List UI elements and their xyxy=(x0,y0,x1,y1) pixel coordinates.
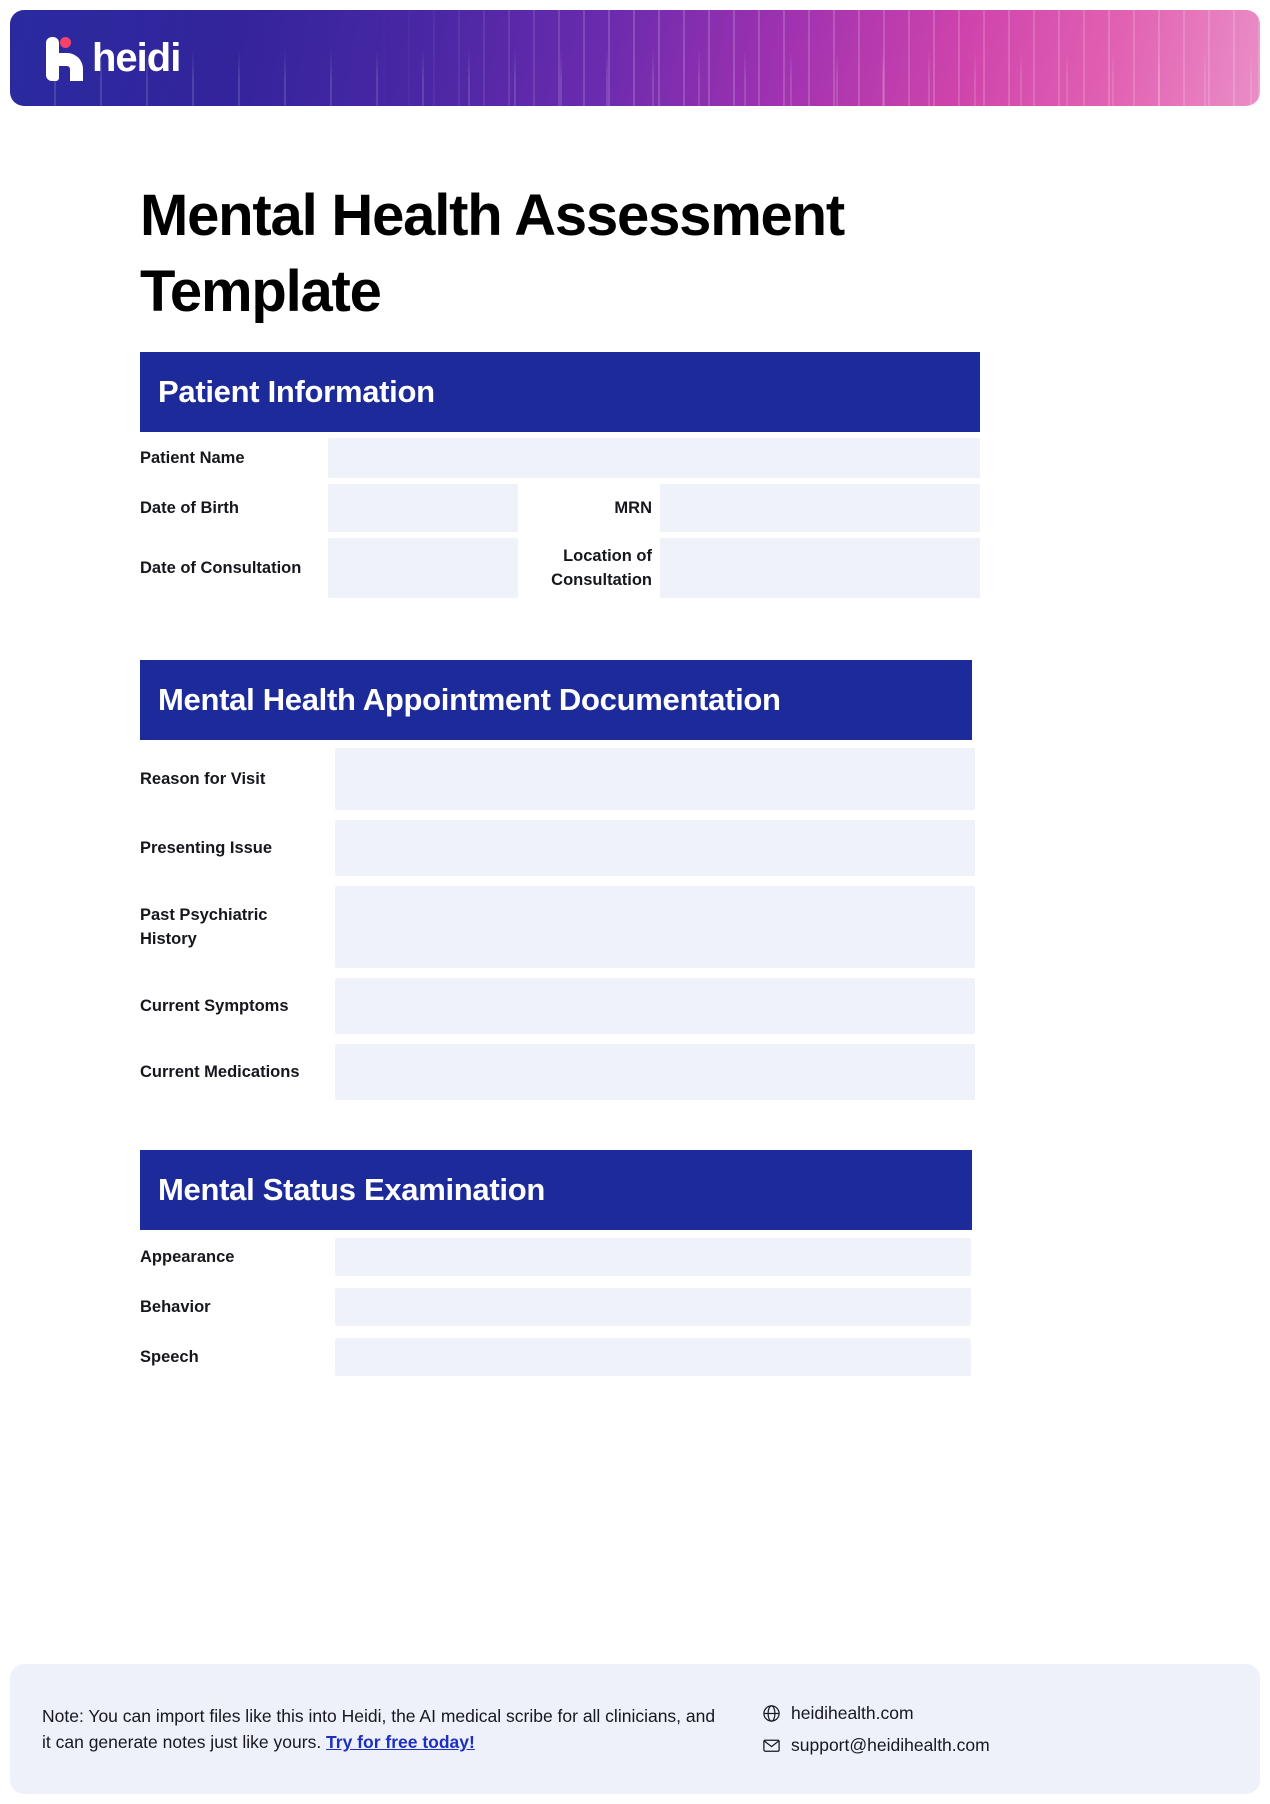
row-appearance xyxy=(140,1238,985,1276)
globe-icon xyxy=(762,1704,781,1723)
page-title: Mental Health Assessment Template xyxy=(140,183,844,324)
try-for-free-link[interactable]: Try for free today! xyxy=(326,1732,475,1752)
row-current-symptoms xyxy=(140,978,985,1034)
label-presenting-issue: Presenting Issue xyxy=(140,839,273,857)
label-mrn: MRN xyxy=(614,499,652,517)
field-appearance[interactable] xyxy=(335,1238,971,1276)
field-reason-for-visit[interactable] xyxy=(335,748,975,810)
field-past-psychiatric-history[interactable] xyxy=(335,886,975,968)
footer xyxy=(10,1664,1260,1794)
section-appointment-documentation xyxy=(140,660,985,1100)
field-mrn[interactable] xyxy=(660,484,980,532)
contact-email[interactable] xyxy=(762,1734,990,1756)
heidi-logo-text: heidi xyxy=(92,36,181,80)
field-speech[interactable] xyxy=(335,1338,971,1376)
label-speech: Speech xyxy=(140,1348,199,1366)
section-header-patient-information: Patient Information xyxy=(140,352,980,432)
form-content xyxy=(140,352,985,1388)
heidi-logomark-icon xyxy=(44,35,90,81)
field-presenting-issue[interactable] xyxy=(335,820,975,876)
label-past-psychiatric-history: Past Psychiatric History xyxy=(140,906,268,948)
label-date-of-consultation: Date of Consultation xyxy=(140,559,302,577)
label-reason-for-visit: Reason for Visit xyxy=(140,770,266,788)
row-consultation xyxy=(140,538,985,598)
label-location-of-consultation: Location of Consultation xyxy=(551,547,652,589)
envelope-icon xyxy=(762,1736,781,1755)
field-patient-name[interactable] xyxy=(328,438,980,478)
footer-contact xyxy=(762,1702,990,1756)
heidi-logo xyxy=(44,35,180,81)
row-past-psychiatric-history xyxy=(140,886,985,968)
field-date-of-birth[interactable] xyxy=(328,484,518,532)
banner-stripe-pattern-secondary xyxy=(10,10,1260,106)
mental-status-examination-rows xyxy=(140,1230,985,1376)
row-date-of-birth-mrn xyxy=(140,484,985,532)
field-current-symptoms[interactable] xyxy=(335,978,975,1034)
label-behavior: Behavior xyxy=(140,1298,211,1316)
field-current-medications[interactable] xyxy=(335,1044,975,1100)
label-appearance: Appearance xyxy=(140,1248,235,1266)
row-patient-name xyxy=(140,438,985,478)
contact-website[interactable] xyxy=(762,1702,990,1724)
section-header-mental-status-examination: Mental Status Examination xyxy=(140,1150,972,1230)
footer-note xyxy=(42,1703,722,1755)
label-patient-name: Patient Name xyxy=(140,449,245,467)
field-location-of-consultation[interactable] xyxy=(660,538,980,598)
appointment-documentation-rows xyxy=(140,740,985,1100)
section-spacer-2 xyxy=(140,1110,985,1150)
row-reason-for-visit xyxy=(140,748,985,810)
email-text: support@heidihealth.com xyxy=(791,1735,990,1755)
field-behavior[interactable] xyxy=(335,1288,971,1326)
patient-information-rows xyxy=(140,432,985,598)
section-mental-status-examination xyxy=(140,1150,985,1376)
website-text: heidihealth.com xyxy=(791,1703,914,1723)
label-current-symptoms: Current Symptoms xyxy=(140,997,289,1015)
section-spacer xyxy=(140,604,985,660)
row-presenting-issue xyxy=(140,820,985,876)
row-current-medications xyxy=(140,1044,985,1100)
footer-note-text: Note: You can import files like this into Heidi, the AI medical scribe for all clinicians, and it can generate notes just like yours. xyxy=(42,1706,716,1752)
brand-banner xyxy=(10,10,1260,106)
section-patient-information xyxy=(140,352,985,598)
label-date-of-birth: Date of Birth xyxy=(140,499,239,517)
section-header-appointment-documentation: Mental Health Appointment Documentation xyxy=(140,660,972,740)
field-date-of-consultation[interactable] xyxy=(328,538,518,598)
row-speech xyxy=(140,1338,985,1376)
row-behavior xyxy=(140,1288,985,1326)
label-current-medications: Current Medications xyxy=(140,1063,300,1081)
